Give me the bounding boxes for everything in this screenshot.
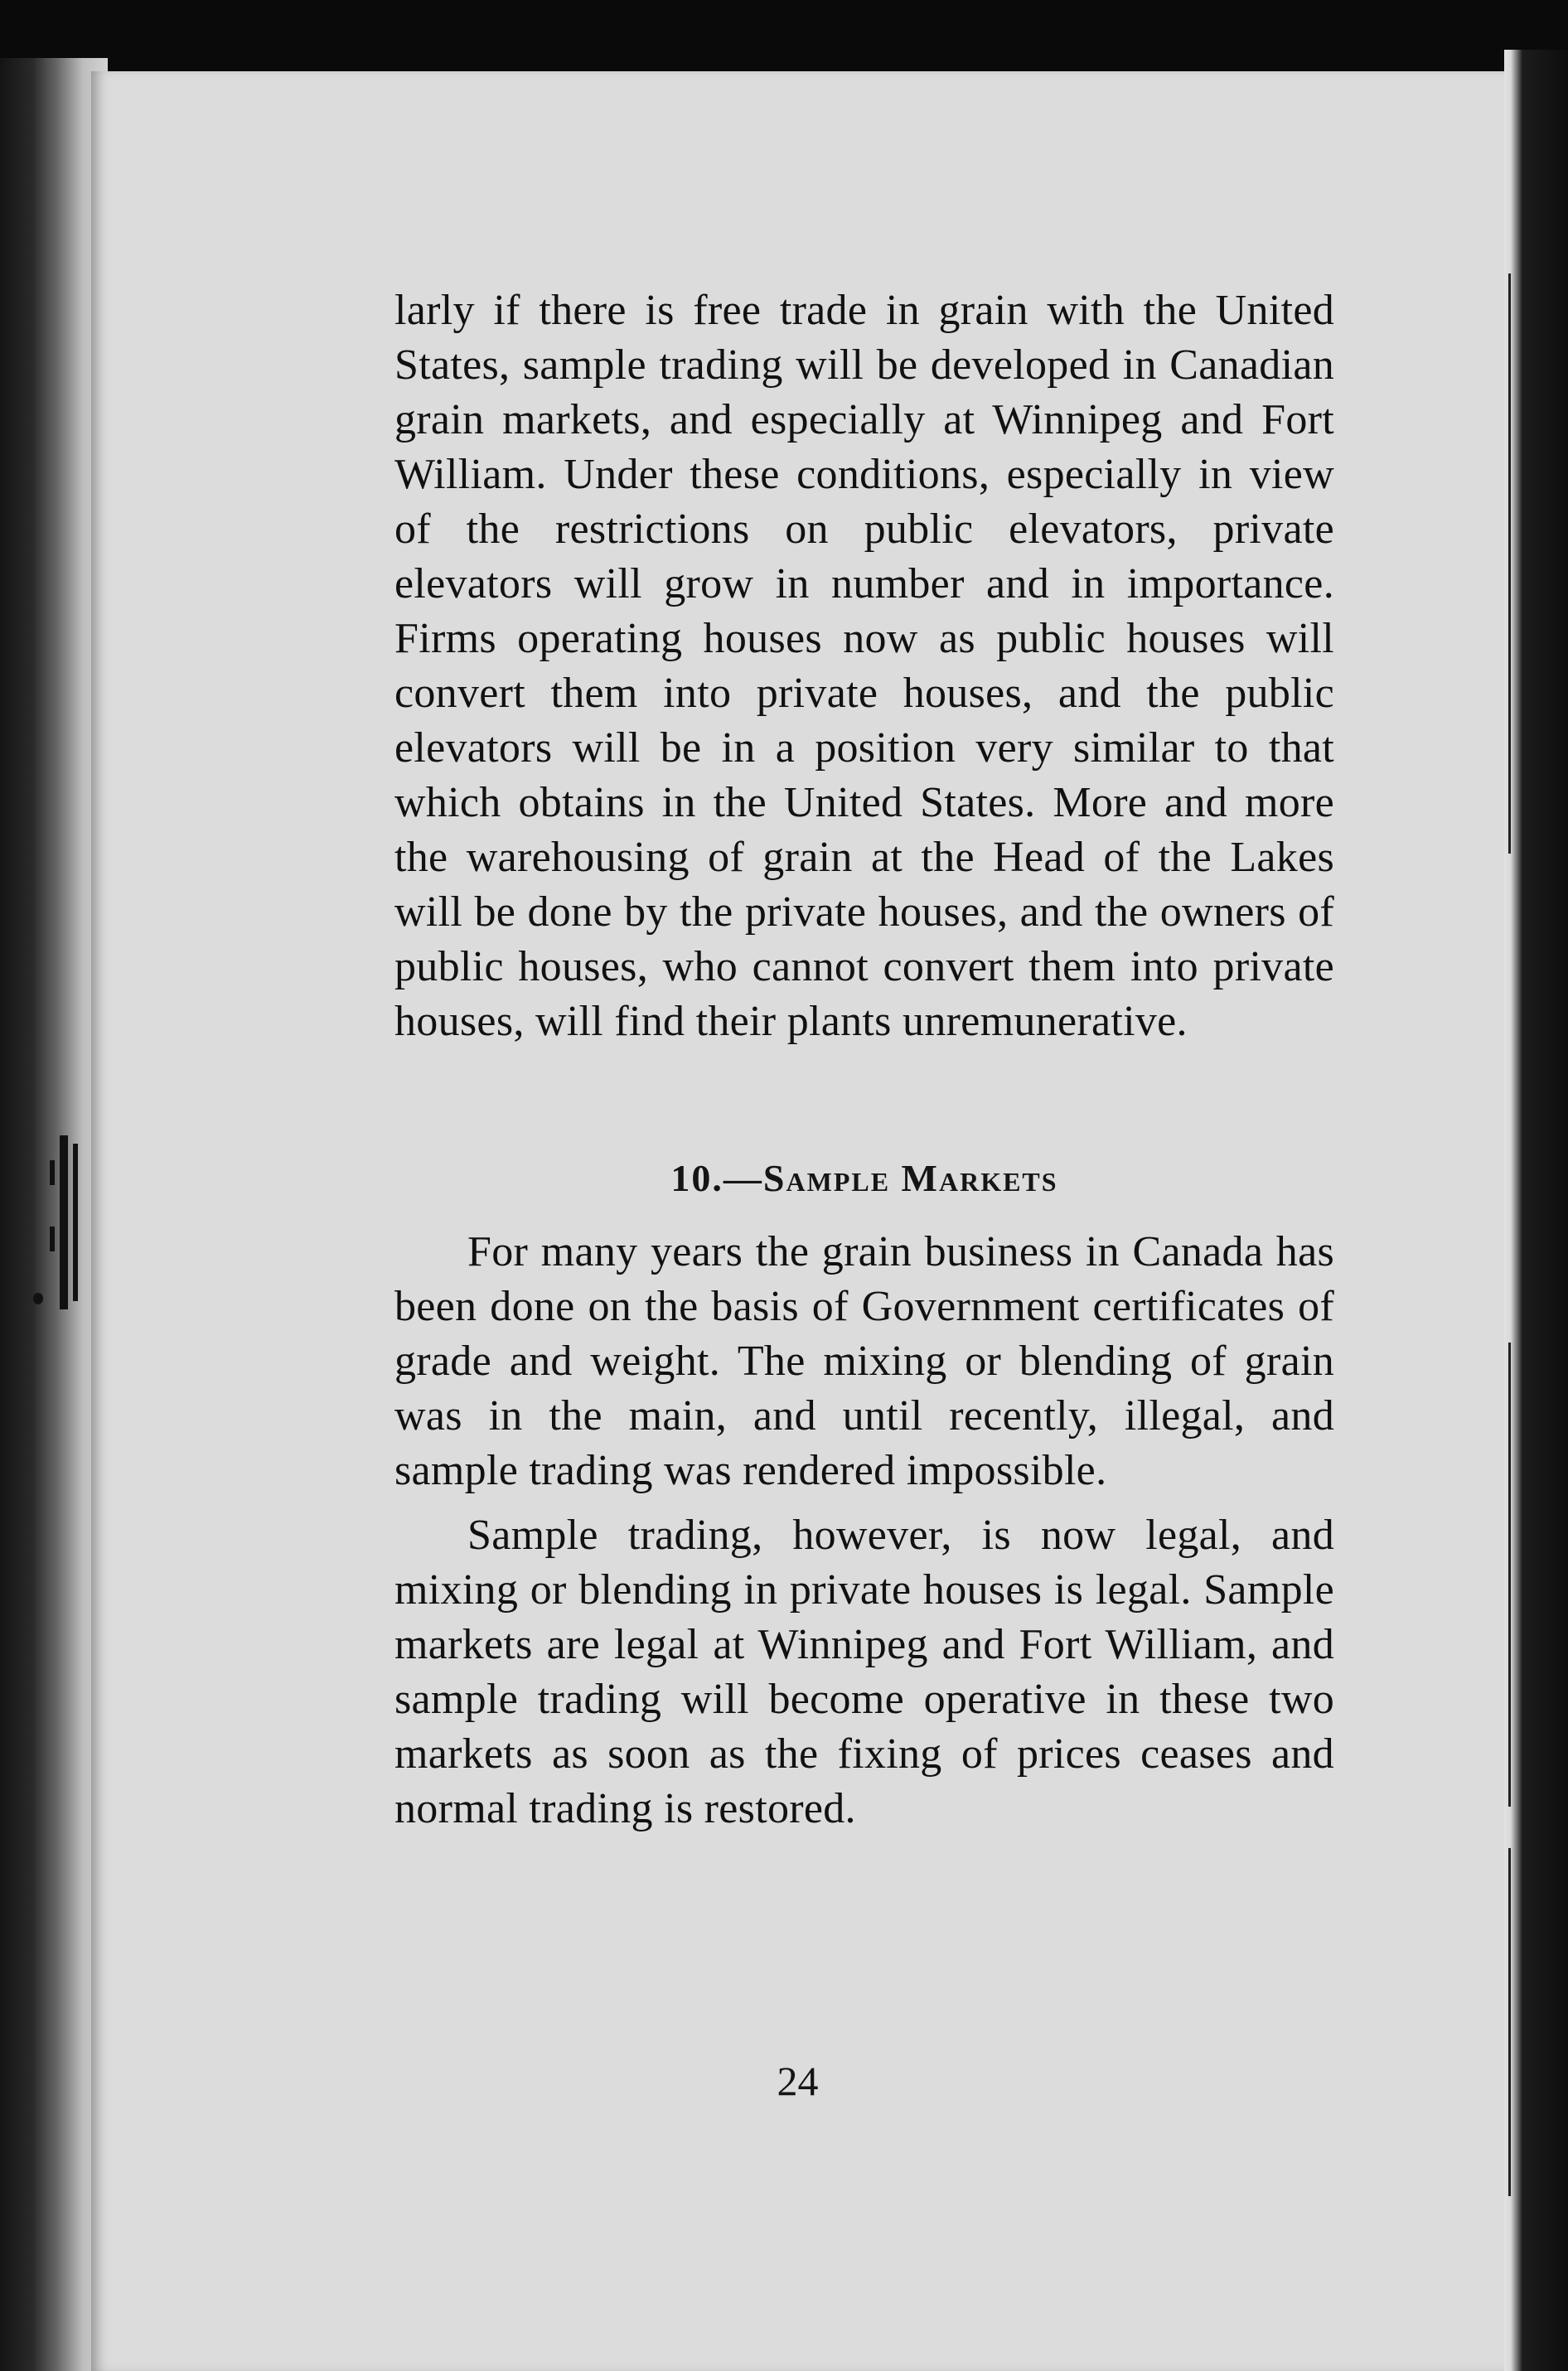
page-edge-line: [1508, 273, 1511, 854]
spine-mark: [73, 1144, 78, 1301]
page-footer: [91, 0, 1504, 2371]
page-number: 24: [777, 2058, 819, 2104]
section-heading: 10.—Sample Markets: [670, 1157, 1058, 1199]
body-paragraph: Sample trading, however, is now legal, and mixing or blending in private houses is legal. Sample markets are legal at Winnipeg and Fort William, and sample trading will become operative in these two markets as soon as the fixing of prices ceases and normal trading is restored.: [394, 1512, 1334, 1832]
page-edge-line: [1508, 1343, 1511, 1807]
spine-mark: [33, 1293, 43, 1304]
body-paragraph: For many years the grain business in Canada has been done on the basis of Government certificates of grade and weight. The mixing or blending of grain was in the main, and until recently, illegal, and sample trading was rendered impossible.: [394, 1228, 1334, 1494]
spine-mark: [60, 1135, 68, 1309]
spine-mark: [50, 1160, 55, 1185]
spine-mark: [50, 1227, 55, 1251]
body-paragraph: larly if there is free trade in grain with the United States, sample trading will be developed in Canadian grain markets, and especially at Winnipeg and Fort William. Under these conditions, especially in view of the restrictions on public elevators, private elevators will grow in number and in importance. Firms operating houses now as public houses will convert them into private houses, and the public elevators will be in a position very similar to that which obtains in the United States. More and more the warehousing of grain at the Head of the Lakes will be done by the private houses, and the owners of public houses, who cannot convert them into private houses, will find their plants unremunerative.: [394, 287, 1334, 1045]
page-edge-line: [1508, 1848, 1511, 2196]
scan-border-right: [1504, 50, 1568, 2371]
